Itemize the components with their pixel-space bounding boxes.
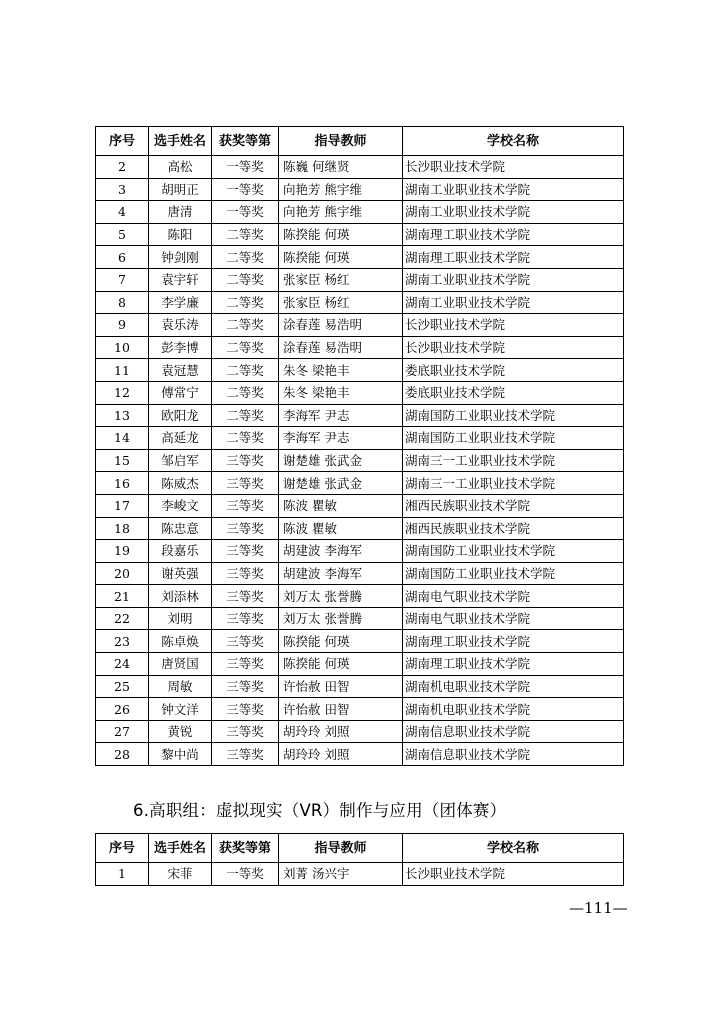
table-row [96,359,624,382]
award-table [95,126,624,766]
cell-school: 湖南国防工业职业技术学院 [403,540,624,563]
cell-award: 二等奖 [212,223,279,246]
cell-no: 18 [96,517,149,540]
cell-name: 钟剑刚 [149,246,212,269]
cell-no: 22 [96,607,149,630]
cell-teacher: 张家臣 杨红 [279,291,403,314]
header-no: 序号 [96,834,149,863]
cell-school: 长沙职业技术学院 [403,314,624,337]
cell-teacher: 刘菁 汤兴宇 [279,863,403,886]
cell-award: 二等奖 [212,427,279,450]
table-row [96,698,624,721]
table-row [96,720,624,743]
cell-name: 宋菲 [149,863,212,886]
cell-name: 段嘉乐 [149,540,212,563]
header-award: 获奖等第 [212,127,279,156]
cell-school: 湖南理工职业技术学院 [403,223,624,246]
cell-school: 湖南国防工业职业技术学院 [403,427,624,450]
cell-no: 1 [96,863,149,886]
table-row [96,246,624,269]
cell-school: 湖南国防工业职业技术学院 [403,404,624,427]
cell-no: 15 [96,449,149,472]
cell-name: 李学廉 [149,291,212,314]
cell-no: 16 [96,472,149,495]
cell-name: 邹启军 [149,449,212,472]
cell-no: 14 [96,427,149,450]
cell-teacher: 陈波 瞿敏 [279,517,403,540]
cell-no: 7 [96,268,149,291]
cell-teacher: 许怡赦 田智 [279,675,403,698]
cell-award: 三等奖 [212,494,279,517]
cell-no: 19 [96,540,149,563]
table-row [96,517,624,540]
cell-teacher: 许怡赦 田智 [279,698,403,721]
cell-award: 一等奖 [212,178,279,201]
cell-school: 湖南工业职业技术学院 [403,201,624,224]
cell-school: 湖南三一工业职业技术学院 [403,449,624,472]
cell-teacher: 李海军 尹志 [279,404,403,427]
table-row [96,540,624,563]
cell-school: 湖南电气职业技术学院 [403,607,624,630]
cell-teacher: 胡建波 李海军 [279,562,403,585]
cell-teacher: 陈揆能 何瑛 [279,246,403,269]
cell-award: 三等奖 [212,562,279,585]
cell-name: 唐贤国 [149,653,212,676]
cell-award: 三等奖 [212,449,279,472]
cell-school: 湖南国防工业职业技术学院 [403,562,624,585]
cell-award: 三等奖 [212,743,279,766]
cell-school: 湖南三一工业职业技术学院 [403,472,624,495]
table-row [96,427,624,450]
cell-teacher: 李海军 尹志 [279,427,403,450]
cell-school: 湖南机电职业技术学院 [403,675,624,698]
cell-name: 陈忠意 [149,517,212,540]
cell-teacher: 陈波 瞿敏 [279,494,403,517]
cell-teacher: 向艳芳 熊宇维 [279,178,403,201]
cell-award: 三等奖 [212,540,279,563]
cell-no: 8 [96,291,149,314]
cell-no: 24 [96,653,149,676]
cell-name: 欧阳龙 [149,404,212,427]
cell-school: 长沙职业技术学院 [403,863,624,886]
cell-no: 4 [96,201,149,224]
cell-no: 25 [96,675,149,698]
header-teacher: 指导教师 [279,127,403,156]
cell-no: 5 [96,223,149,246]
cell-award: 二等奖 [212,246,279,269]
cell-name: 胡明正 [149,178,212,201]
cell-no: 6 [96,246,149,269]
table-header-row [96,127,624,156]
cell-name: 傅常宁 [149,381,212,404]
header-school: 学校名称 [403,834,624,863]
cell-teacher: 胡玲玲 刘照 [279,743,403,766]
cell-name: 钟文洋 [149,698,212,721]
vr-award-table [95,833,624,886]
cell-school: 长沙职业技术学院 [403,336,624,359]
table-row [96,607,624,630]
cell-award: 三等奖 [212,653,279,676]
cell-no: 28 [96,743,149,766]
cell-school: 湖南理工职业技术学院 [403,630,624,653]
cell-school: 湖南信息职业技术学院 [403,743,624,766]
cell-name: 高松 [149,156,212,179]
cell-teacher: 涂春莲 易浩明 [279,314,403,337]
cell-award: 二等奖 [212,314,279,337]
cell-school: 湖南工业职业技术学院 [403,268,624,291]
cell-school: 湘西民族职业技术学院 [403,494,624,517]
table-row [96,314,624,337]
cell-name: 袁宇轩 [149,268,212,291]
cell-school: 湖南信息职业技术学院 [403,720,624,743]
cell-school: 湖南理工职业技术学院 [403,653,624,676]
cell-award: 三等奖 [212,698,279,721]
cell-no: 23 [96,630,149,653]
cell-teacher: 陈揆能 何瑛 [279,653,403,676]
cell-award: 二等奖 [212,359,279,382]
cell-award: 一等奖 [212,863,279,886]
table-row [96,494,624,517]
cell-teacher: 胡玲玲 刘照 [279,720,403,743]
cell-name: 高延龙 [149,427,212,450]
cell-teacher: 谢楚雄 张武金 [279,449,403,472]
header-teacher: 指导教师 [279,834,403,863]
cell-name: 彭李博 [149,336,212,359]
cell-no: 21 [96,585,149,608]
cell-no: 11 [96,359,149,382]
table-row [96,653,624,676]
cell-no: 2 [96,156,149,179]
cell-award: 三等奖 [212,675,279,698]
cell-no: 13 [96,404,149,427]
cell-school: 娄底职业技术学院 [403,359,624,382]
cell-name: 黄锐 [149,720,212,743]
table-row [96,223,624,246]
cell-award: 三等奖 [212,472,279,495]
cell-name: 周敏 [149,675,212,698]
cell-name: 唐清 [149,201,212,224]
cell-school: 长沙职业技术学院 [403,156,624,179]
cell-award: 一等奖 [212,156,279,179]
cell-teacher: 胡建波 李海军 [279,540,403,563]
table-row [96,449,624,472]
cell-teacher: 向艳芳 熊宇维 [279,201,403,224]
cell-school: 湘西民族职业技术学院 [403,517,624,540]
cell-name: 刘明 [149,607,212,630]
table-row [96,291,624,314]
cell-award: 二等奖 [212,268,279,291]
table-row [96,562,624,585]
cell-school: 湖南机电职业技术学院 [403,698,624,721]
cell-name: 陈威杰 [149,472,212,495]
table-row [96,336,624,359]
section-heading: 6.高职组：虚拟现实（VR）制作与应用（团体赛） [133,801,507,820]
cell-name: 袁冠慧 [149,359,212,382]
cell-no: 9 [96,314,149,337]
table-row [96,268,624,291]
table-header-row [96,834,624,863]
header-name: 选手姓名 [149,834,212,863]
table-row [96,743,624,766]
cell-no: 26 [96,698,149,721]
cell-award: 二等奖 [212,291,279,314]
cell-teacher: 陈揆能 何瑛 [279,630,403,653]
cell-no: 3 [96,178,149,201]
cell-teacher: 陈巍 何继贤 [279,156,403,179]
cell-teacher: 朱冬 梁艳丰 [279,381,403,404]
cell-name: 刘添林 [149,585,212,608]
cell-award: 二等奖 [212,381,279,404]
cell-name: 陈卓焕 [149,630,212,653]
cell-teacher: 陈揆能 何瑛 [279,223,403,246]
table-row [96,381,624,404]
table-row [96,630,624,653]
header-no: 序号 [96,127,149,156]
cell-award: 二等奖 [212,336,279,359]
cell-no: 17 [96,494,149,517]
table-row [96,404,624,427]
cell-teacher: 刘万太 张誉腾 [279,607,403,630]
cell-teacher: 朱冬 梁艳丰 [279,359,403,382]
cell-award: 三等奖 [212,517,279,540]
cell-award: 二等奖 [212,404,279,427]
table-row [96,472,624,495]
table-row [96,201,624,224]
cell-school: 湖南理工职业技术学院 [403,246,624,269]
cell-award: 三等奖 [212,607,279,630]
cell-school: 娄底职业技术学院 [403,381,624,404]
cell-no: 20 [96,562,149,585]
table-row [96,178,624,201]
cell-no: 12 [96,381,149,404]
cell-name: 李峻文 [149,494,212,517]
cell-teacher: 刘万太 张誉腾 [279,585,403,608]
table-row [96,156,624,179]
cell-award: 一等奖 [212,201,279,224]
table-row [96,863,624,886]
cell-award: 三等奖 [212,720,279,743]
cell-school: 湖南工业职业技术学院 [403,178,624,201]
cell-award: 三等奖 [212,630,279,653]
cell-name: 谢英强 [149,562,212,585]
page-number: —111— [569,899,628,917]
header-award: 获奖等第 [212,834,279,863]
cell-no: 27 [96,720,149,743]
cell-name: 陈阳 [149,223,212,246]
cell-school: 湖南电气职业技术学院 [403,585,624,608]
header-name: 选手姓名 [149,127,212,156]
table-row [96,585,624,608]
cell-school: 湖南工业职业技术学院 [403,291,624,314]
cell-teacher: 张家臣 杨红 [279,268,403,291]
cell-no: 10 [96,336,149,359]
cell-teacher: 谢楚雄 张武金 [279,472,403,495]
cell-teacher: 涂春莲 易浩明 [279,336,403,359]
cell-name: 袁乐涛 [149,314,212,337]
table-row [96,675,624,698]
header-school: 学校名称 [403,127,624,156]
cell-award: 三等奖 [212,585,279,608]
cell-name: 黎中尚 [149,743,212,766]
